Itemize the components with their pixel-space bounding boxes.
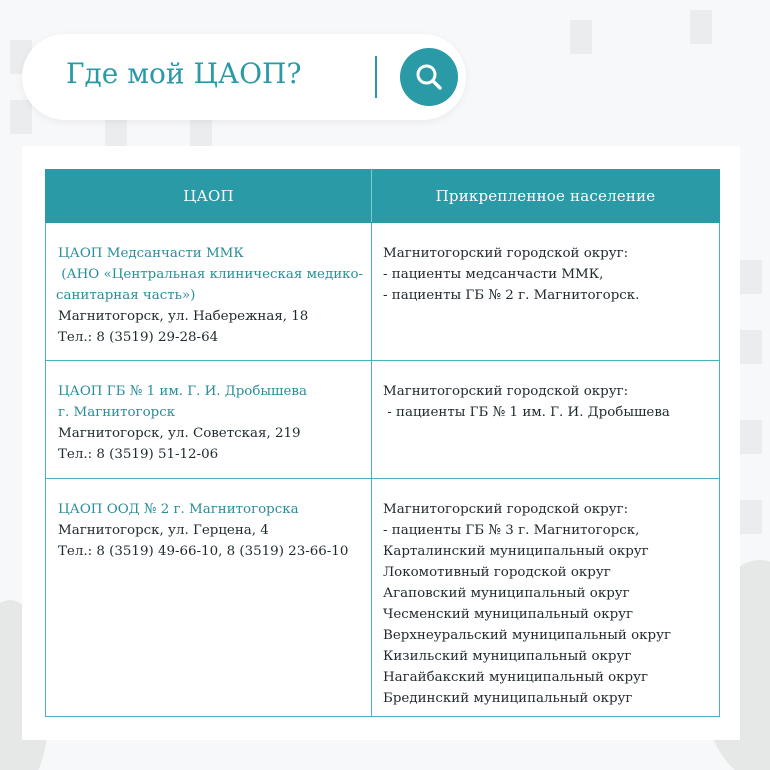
caop-phone: Тел.: 8 (3519) 29-28-64 [58,330,219,345]
search-title: Где мой ЦАОП? [66,57,302,90]
search-divider [375,56,377,98]
population-line: Магнитогорский городской округ: [383,246,629,261]
caop-name[interactable]: ЦАОП ГБ № 1 им. Г. И. Дробышева [58,384,307,399]
table-row [46,479,720,717]
population-cell [372,479,720,717]
search-bar[interactable] [22,34,466,120]
column-header-population: Прикрепленное население [372,170,720,223]
caop-name[interactable]: (АНО «Центральная клиническая медико- [57,267,364,282]
population-line: Брединский муниципальный округ [383,691,633,706]
table-row [46,361,720,479]
population-line: - пациенты медсанчасти ММК, [383,267,604,282]
population-line: Магнитогорский городской округ: [383,384,629,399]
population-line: Нагайбакский муниципальный округ [383,670,649,685]
population-line: Верхнеуральский муниципальный округ [383,628,671,643]
population-line: - пациенты ГБ № 1 им. Г. И. Дробышева [383,405,670,420]
caop-name[interactable]: ЦАОП ООД № 2 г. Магнитогорска [58,502,299,517]
caop-name[interactable]: санитарная часть») [56,288,196,303]
population-cell [372,361,720,479]
population-line: Карталинский муниципальный округ [383,544,649,559]
caop-address: Магнитогорск, ул. Набережная, 18 [58,309,309,324]
caop-name[interactable]: ЦАОП Медсанчасти ММК [58,246,244,261]
population-line: Агаповский муниципальный округ [383,586,630,601]
caop-name[interactable]: г. Магнитогорск [58,405,176,420]
population-line: Магнитогорский городской округ: [383,502,629,517]
caop-cell [46,223,372,361]
search-button[interactable] [400,48,458,106]
caop-phone: Тел.: 8 (3519) 49-66-10, 8 (3519) 23-66-10 [58,544,349,559]
population-line: Чесменский муниципальный округ [383,607,634,622]
search-icon [414,62,444,92]
caop-address: Магнитогорск, ул. Герцена, 4 [58,523,269,538]
table-row [46,223,720,361]
population-line: - пациенты ГБ № 2 г. Магнитогорск. [383,288,640,303]
caop-table [45,169,720,717]
population-cell [372,223,720,361]
population-line: Кизильский муниципальный округ [383,649,632,664]
caop-phone: Тел.: 8 (3519) 51-12-06 [58,447,219,462]
caop-address: Магнитогорск, ул. Советская, 219 [58,426,301,441]
population-line: - пациенты ГБ № 3 г. Магнитогорск, [383,523,640,538]
caop-cell [46,361,372,479]
caop-cell [46,479,372,717]
population-line: Локомотивный городской округ [383,565,611,580]
column-header-caop: ЦАОП [46,170,372,223]
table-header-row [46,170,720,223]
